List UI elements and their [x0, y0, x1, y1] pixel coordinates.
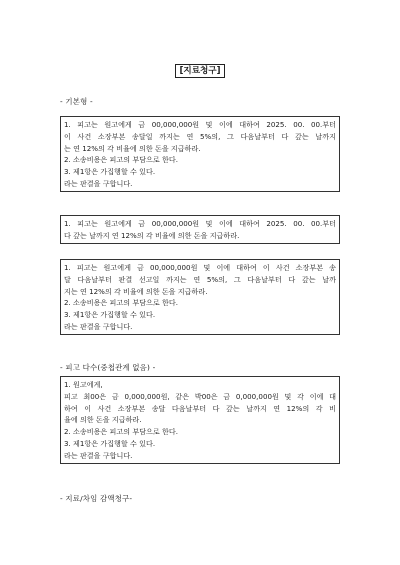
claim-line: 3. 제1항은 가집행할 수 있다. — [64, 167, 156, 177]
claim-line: 2. 소송비용은 피고의 부담으로 한다. — [64, 298, 178, 308]
claim-line: 1. 피고는 원고에게 금 00,000,000원 및 이에 대하여 2025. 00. 00.부터 — [64, 219, 336, 228]
claim-box-4 — [60, 376, 340, 464]
claim-box-2 — [60, 215, 340, 244]
claim-line: 2. 소송비용은 피고의 부담으로 한다. — [64, 427, 178, 437]
claim-line: 라는 판결을 구합니다. — [64, 450, 133, 460]
claim-line: 지는 연 12%의 각 비율에 의한 돈을 지급하라. — [64, 286, 208, 296]
claim-line: 2. 소송비용은 피고의 부담으로 한다. — [64, 155, 178, 165]
document-title: [지료청구] — [0, 64, 400, 76]
claim-line: 는 연 12%의 각 비율에 의한 돈을 지급하라. — [64, 143, 201, 153]
claim-box-1 — [60, 116, 340, 192]
claim-line: 3. 제1항은 가집행할 수 있다. — [64, 438, 156, 448]
claim-line: 1. 피고는 원고에게 금 00,000,000원 및 이에 대하여 2025. 00. 00.부터 — [64, 120, 336, 129]
section-heading-rent-reduction: - 지료/차임 감액청구- — [60, 494, 133, 503]
claim-line: 다 갚는 날까지 연 12%의 각 비율에 의한 돈을 지급하라. — [64, 230, 240, 240]
claim-line: 3. 제1항은 가집행할 수 있다. — [64, 310, 156, 320]
claim-line: 율에 의한 돈을 지급하라. — [64, 415, 142, 425]
claim-line: 이 사건 소장부본 송달일 까지는 연 5%의, 그 다음날부터 다 갚는 날까지 — [64, 131, 336, 141]
claim-line: 라는 판결을 구합니다. — [64, 321, 133, 331]
claim-line: 1. 원고에게, — [64, 380, 103, 389]
claim-box-3 — [60, 259, 340, 335]
claim-line: 하여 이 사건 소장부본 송달 다음날부터 다 갚는 날까지 연 12%의 각 비 — [64, 403, 336, 413]
claim-line: 라는 판결을 구합니다. — [64, 178, 133, 188]
section-heading-multi-defendant: - 피고 다수(중첩관계 없음) - — [60, 363, 156, 372]
section-heading-basic: - 기본형 - — [60, 97, 93, 106]
claim-line: 피고 최00은 금 0,000,000원, 같은 박00은 금 0,000,000원 및 각 이에 대 — [64, 391, 336, 401]
claim-line: 1. 피고는 원고에게 금 00,000,000원 및 이에 대하여 이 사건 소장부본 송 — [64, 263, 336, 272]
claim-line: 달 다음날부터 판결 선고일 까지는 연 5%의, 그 다음날부터 다 갚는 날까 — [64, 274, 336, 284]
